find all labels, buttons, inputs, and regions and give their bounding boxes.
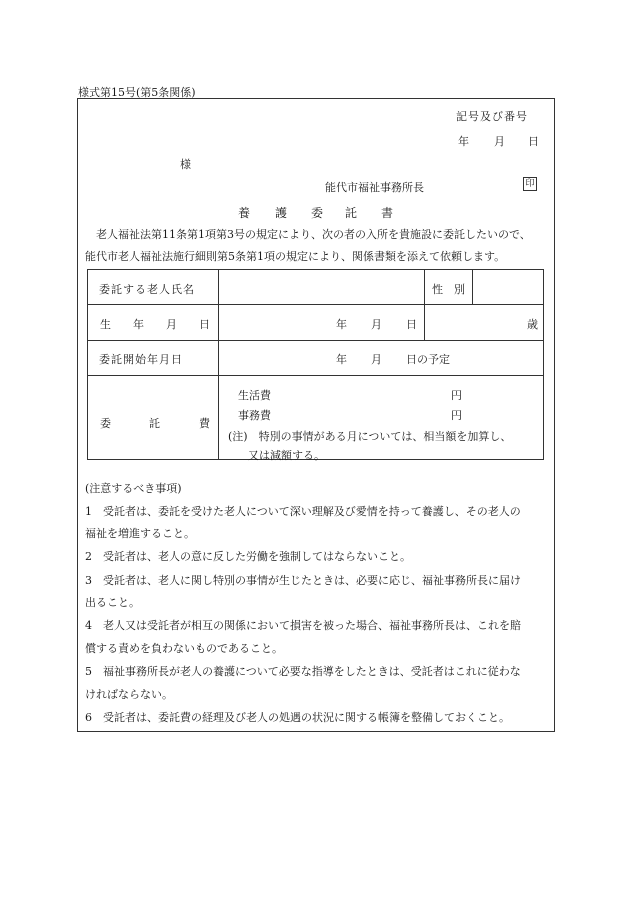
elder-name-label: 委託する老人氏名: [99, 283, 195, 296]
note-line: 1 受託者は、委託を受けた老人について深い理解及び愛情を持って養護し、その老人の: [85, 505, 521, 518]
date-month-label: 月: [494, 135, 505, 148]
fee-label-char: 委: [100, 417, 111, 430]
note-line: 償する責めを負わないものであること。: [85, 642, 283, 655]
age-label: 歳: [527, 318, 538, 331]
start-date-label: 委託開始年月日: [99, 353, 183, 366]
birthdate-label-char: 月: [166, 318, 177, 331]
living-cost-label: 生活費: [238, 389, 271, 402]
start-month-label: 月: [371, 353, 382, 366]
birthdate-label-char: 年: [133, 318, 144, 331]
title-char: 託: [345, 206, 358, 220]
title-char: 書: [381, 206, 394, 220]
sender-name: 能代市福祉事務所長: [325, 181, 424, 194]
office-cost-label: 事務費: [238, 409, 271, 422]
fee-note-line: (注) 特別の事情がある月については、相当額を加算し、: [228, 430, 512, 443]
note-line: 3 受託者は、老人に関し特別の事情が生じたときは、必要に応じ、福祉事務所長に届け: [85, 574, 521, 587]
body-text-line: 老人福祉法第11条第1項第3号の規定により、次の者の入所を貴施設に委託したいので、: [96, 228, 531, 241]
start-year-label: 年: [336, 353, 347, 366]
date-day-label: 日: [528, 135, 539, 148]
addressee-suffix: 様: [180, 158, 191, 171]
body-text-line: 能代市老人福祉法施行細則第5条第1項の規定により、関係書類を添えて依頼します。: [85, 250, 506, 263]
seal-mark: 印: [523, 177, 537, 191]
fee-label-char: 託: [149, 417, 160, 430]
gender-label: 性 別: [432, 283, 465, 296]
notes-heading: (注意するべき事項): [85, 482, 182, 495]
birth-year-label: 年: [336, 318, 347, 331]
birthdate-label-char: 生: [100, 318, 111, 331]
title-char: 護: [275, 206, 288, 220]
birth-day-label: 日: [406, 318, 417, 331]
start-day-label: 日の予定: [406, 353, 450, 366]
date-year-label: 年: [458, 135, 469, 148]
note-line: 4 老人又は受託者が相互の関係において損害を被った場合、福祉事務所長は、これを賠: [85, 619, 521, 632]
yen-unit: 円: [451, 389, 462, 402]
note-line: ければならない。: [85, 688, 173, 701]
form-number-label: 様式第15号(第5条関係): [78, 86, 196, 99]
note-line: 6 受託者は、委託費の経理及び老人の処遇の状況に関する帳簿を整備しておくこと。: [85, 711, 510, 724]
note-line: 出ること。: [85, 596, 140, 609]
fee-label-char: 費: [199, 417, 210, 430]
title-char: 委: [311, 206, 324, 220]
record-number-label: 記号及び番号: [456, 110, 528, 123]
birth-month-label: 月: [371, 318, 382, 331]
note-line: 福祉を増進すること。: [85, 527, 195, 540]
note-line: 2 受託者は、老人の意に反した労働を強制してはならないこと。: [85, 550, 411, 563]
birthdate-label-char: 日: [199, 318, 210, 331]
fee-note-line: 又は減額する。: [248, 449, 325, 462]
note-line: 5 福祉事務所長が老人の養護について必要な指導をしたときは、受託者はこれに従わな: [85, 665, 521, 678]
title-char: 養: [238, 206, 251, 220]
yen-unit: 円: [451, 409, 462, 422]
